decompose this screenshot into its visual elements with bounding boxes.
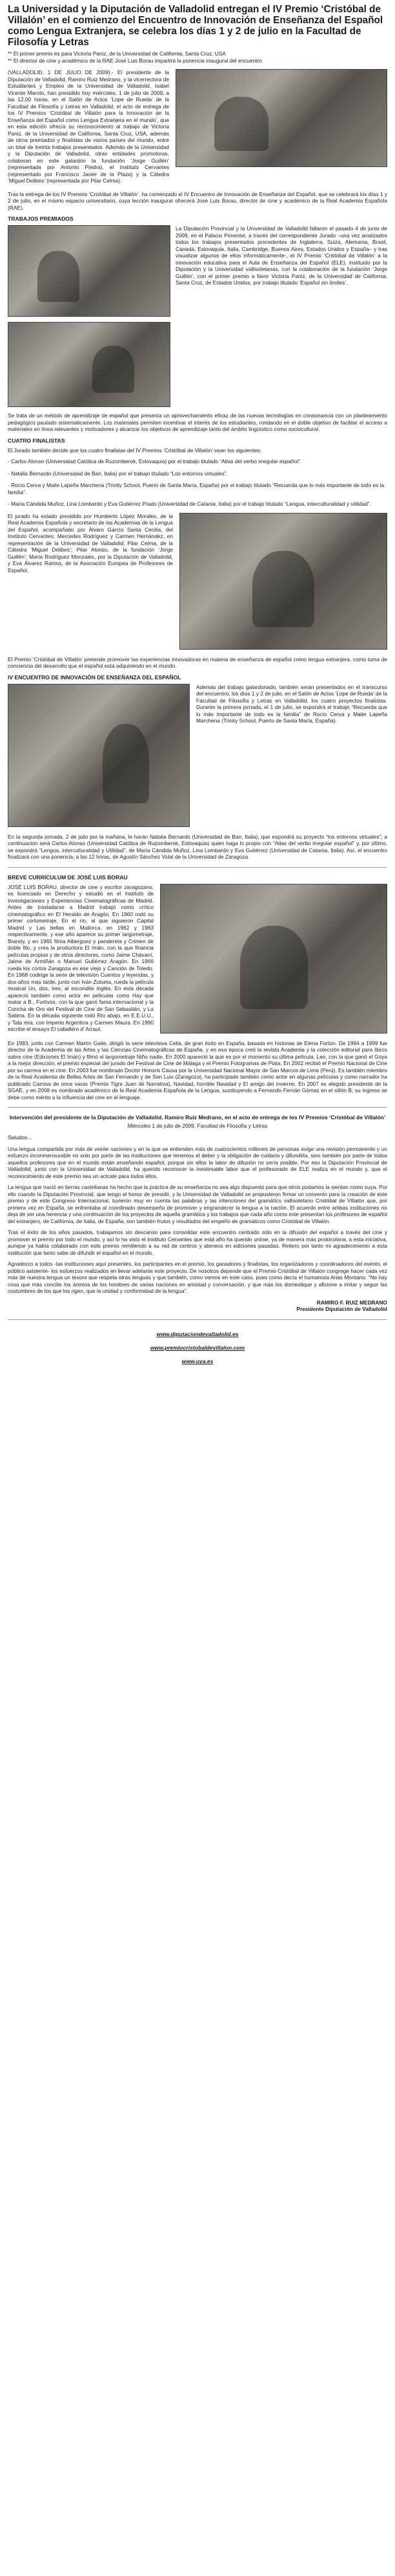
press-release: [8, 0, 387, 1366]
award-ceremony-photo: [176, 69, 387, 167]
encounter-paragraph-1: Además del trabajo galardonado, también serán presentados en el transcurso del encuentro, los días 1 y 2 de julio, en el Salón de Actos ‘Lope de Rueda’ de la Facultad de Filosofía y Letras en Valladolid, los cuatro proyectos finalistas. Durante la primera jornada, el 1 de julio, se expondrá el trabajo “Recuerda que lo más importante de todo es la familia” de Rocío Cerva y Maite Lapeña Marchena (Trinity School, Puerto de Santa María, España).: [196, 683, 387, 724]
paragraph-3: Se trata de un método de aprendizaje de español que presenta un aprovechamiento eficaz de las nuevas tecnologías en consonancia con un planteamiento pedagógico pautado sistemáticamente. Los materiales permiten incentivar el interés de los estudiantes, rondando en el doble objetivo de facilitar el acceso a materiales en línea relevantes y motivadores y alcanzar los objetivos de aprendizaje tanto del ámbito lingüístico como sociocultural.: [8, 412, 387, 432]
finalist-item: - María Cándida Muñoz, Lina Lombardo y Eva Gutiérrez Prado (Universidad de Catania, Italia) por el trabajo titulado “Lengua, interculturalidad y utilidad”.: [8, 501, 371, 507]
encounter-row: [8, 684, 387, 827]
link-premio[interactable]: www.premiocristobaldevillalon.com: [150, 1344, 245, 1351]
bullet-2: ** El director de cine y académico de la RAE José Luis Borau impartirá la ponencia inaugural del encuentro: [8, 57, 262, 64]
bio-paragraph-2: En 1993, junto con Carmen Martín Gaite, dirigió la serie televisiva Celia, de gran éxito en España, basada en historias de Elena Fortún. De 1994 a 1999 fue director de la Academia de las Artes y las Ciencias Cinematográficas de España, y en esa época creó la revista Academia y la colección editorial para libros sobre cine (Ediciones El Imán) y filmó el largometraje Niño nadie. En 2000 apareció la que es por el momento su última película, Leo, con la que ganó el Goya a la mejor dirección, el premio especial del jurado del Festival de Cine de Málaga y el Premio Fotogramas de Plata. En 2002 recibió el Premio Nacional de Cine por su carrera en el cine. En 2003 fue nombrado Doctor Honoris Causa por la Universidad Nacional Mayor de San Marcos de Lima (Perú). Es también miembro de la Real Academia de Bellas Artes de San Fernando y de San Luis (Zaragoza), ha participado también como actor en algunas películas y como narrador ha publicado Camisa de once varas (Premio Tigre Juan de Narrativa), Navidad, horrible Navidad y El amigo del invierno. En 2007 es elegido presidente de la SGAE, y en 2008 es nombrado académico de la Real Academia Española de la Lengua, sustituyendo a Fernando Fernán Gómez en el sillón B; su ingreso se debe como mérito a la influencia del cine en el lenguaje.: [8, 1039, 387, 1101]
bio-row: [8, 884, 387, 1033]
headline: La Universidad y la Diputación de Valladolid entregan el IV Premio ‘Cristóbal de Villalón’ en el comienzo del Encuentro de Innovación de Enseñanza del Español como Lengua Extranjera, se celebra los días 1 y 2 de julio en la Facultad de Filosofía y Letras: [8, 4, 383, 48]
signature: [8, 1299, 387, 1313]
link-uva[interactable]: www.uva.es: [181, 1357, 214, 1364]
intervention-date: Miércoles 1 de julio de 2009, Facultad de Filosofía y Letras: [127, 1123, 268, 1129]
jury-paragraph: El jurado ha estado presidido por Humberto López Morales, de la Real Academia Española y secretario de las Academias de la Lengua del Español, acompañado por Álvaro García Santa Cecilia, del Instituto Cervantes; Mercedes Rodríguez y Carmen Hernández, en representación de la Universidad de Valladolid; Pilar Celma, de la Cátedra ‘Miguel Delibes’; Pilar Alonso, de la fundación ‘Jorge Guillén’; María Rodríguez Monzales, por la Diputación de Valladolid, y Eva Álvarez Ramos, de la Asociación Europea de Profesores de Español.: [8, 512, 173, 574]
lead-paragraph: (VALLADOLID, 1 DE JULIO DE 2009).- El presidente de la Diputación de Valladolid, Ramiro Ruiz Medrano, y la vicerrectora de Estudiantes y Empleo de la Universidad de Valladolid, Isabel Vicente Maroto, han presidido hoy miércoles, 1 de julio de 2009, a las 12,00 horas, en el Salón de Actos ‘Lope de Rueda’ de la Facultad de Filosofía y Letras en Valladolid, el acto de entrega de los IV Premios ‘Cristóbal de Villalón para la Innovación de la Enseñanza del Español como Lengua Extranjera en el mundo’, que en esta edición ofrecía su reconocimiento al trabajo de Victoria Paniz, de la Universidad de California, Santa Cruz, USA, además de otros premiados y finalistas de varios países del mundo, entre un total de treinta trabajos presentados. Además de la Universidad y la Diputación de Valladolid, otras entidades promotoras, colaboran en este galardón la fundación ‘Jorge Guillén’ (representada por Antonio Piedra), el Instituto Cervantes (representado por Francisco Javier de la Plaza) y la Cátedra ‘Miguel Delibes’ (representada por Pilar Celma).: [8, 69, 169, 184]
salutation: Saludos…: [8, 1134, 33, 1141]
section-title-bio: BREVE CURRÍCULUM DE JOSÉ LUIS BORAU: [8, 874, 128, 881]
speaker-photo: [8, 684, 190, 827]
speech-paragraph: Una lengua compartida por más de veinte naciones y en la que se entienden más de cuatrocientos millones de personas exige una revisión permanente y un esfuerzo inconmensurable no solo por parte de las instituciones que tenemos el deber y la obligación de cuidarla y difundirla, sino también por parte de todos aquellos profesores que en el mundo están enseñando español, porque sin ellos la labor de difusión no sería posible. Por eso la Diputación Provincial de Valladolid, junto con la Universidad de Valladolid, ha querido reconocer la inestimable labor que el profesorado de ELE realiza en el mundo y, que el reconocimiento de este premio sea un acicate para todos ellos.: [8, 1145, 387, 1179]
paragraph-4: El Premio ‘Cristóbal de Villalón’ pretende promover las experiencias innovadoras en materia de enseñanza de español como lengua extranjera, como toma de conciencia del desarrollo que el español está adquiriendo en el mundo.: [8, 655, 387, 669]
jury-row: [8, 513, 387, 650]
lead-row: [8, 69, 387, 185]
encounter-paragraph-2: En la segunda jornada, 2 de julio por la mañana, le harán Natalia Bernardo (Universidad de Bari, Italia), que expondrá su proyecto “los entornos virtuales”; a continuación será Carlos Alonso (Universidad Católica de Ruzomberok, Eslovaquia) quien haga lo propio con “Atlas del verbo irregular español” y, por último, se expondrá “Lengua, interculturalidad y Utilidad”, de María Cándida Muñoz, Lina Lombardo y Eva Gutiérrez (Universidad de Catania, Italia). Así, el encuentro finalizará con una ponencia, a las 12 horas, de Agustín Sánchez Vidal de la Universidad de Zaragoza.: [8, 833, 387, 860]
divider: [8, 1107, 387, 1108]
links-block: [8, 1330, 387, 1366]
bio-paragraph-1: JOSÉ LUIS BORAU, director de cine y escritor zaragozano, es licenciado en Derecho y estudió en el Instituto de Investigaciones y Experiencias Cinematográficas de Madrid. Antes de trasladarse a Madrid trabajó como crítico cinematográfico en El Heraldo de Aragón. En 1960 rodó su primer cortometraje, En el río, al que siguieron Capital Madrid y Las bellas en Mallorca, en 1962 y 1963 respectivamente, y ese año aparece su primer largometraje, Brandy, y en 1965 filma Alberguez y pandereta y Crimen de doble filo, y crea la productora El Imán, con la que financia películas propias y de otros directores, como Jaime Chávarri, Jaime de Armiñán o Manuel Gutiérrez Aragón. En 1966 rueda los cortos Zaragoza es ese viejo y Canción de Toledo. En 1968 codirige la serie de televisión Cuentos y leyendas, y dos años más tarde, junto con Iván Zulueta, rueda la película musical Un, dos, tres, al escondite inglés. En esta década apareció también como actor en películas como Hay que matar a B., Furtivos, con la que ganó fama internacional y la Concha de Oro del Festival de Cine de San Sebastián, y La Sabina. En la década siguiente rodó Río abajo, en E.E.U.U., y Tata mía, con Imperio Argentina y Carmen Maura. En 1990 escribe el ensayo El caballero d’ Arraut.: [8, 883, 154, 1032]
section-title-awarded: TRABAJOS PREMIADOS: [8, 215, 74, 222]
borau-photo: [160, 884, 387, 1033]
jury-photo: [179, 513, 387, 650]
audience-photo: [8, 322, 170, 407]
section-title-finalists: CUATRO FINALISTAS: [8, 437, 65, 444]
awarded-row: [8, 225, 387, 407]
speech-paragraph: Tras el éxito de los años pasados, trabajamos sin descanso para consolidar este encuentro centrado sólo en la difusión del español a través del cine y promover el premio por todo el mundo; y así lo ha visto el Instituto Cervantes que está año ha querido unirse, ya de manera más protocolaria, a esta iniciativa, aunque ya había colaborado con este premio remitiendo a su red de centros y ateneos en ediciones pasadas. Reitero por tanto mi agradecimiento a esta institución que tanto sabe de difundir el español en el mundo.: [8, 1229, 387, 1256]
divider: [8, 867, 387, 868]
subheadline-bullets: [8, 50, 387, 64]
finalist-item: - Rocío Cerva y Maite Lapeña Marchena (Trinity School, Puerto de Santa María, España) por el trabajo titulado “Recuerda que lo más importante de todo es la familia”.: [8, 482, 385, 495]
awarded-paragraph: La Diputación Provincial y la Universidad de Valladolid fallaron el pasado 4 de junio de 2009, en el Palacio Pimentel, a través del correspondiente Jurado –una vez analizados todos los trabajos presentados procedentes de Inglaterra, Suiza, Alemania, Brasil, Canadá, Eslovaquia, Italia, Cambridge, Buenos Aires, Estados Unidos y España– y tras visualizar algunos de ellos informáticamente-, el IV Premio ‘Cristóbal de Villalón’ a la innovación educativa para el Aula de Enseñanza del Español (ELE), instituido por la Diputación y la Universidad vallisoletanas, con la colaboración de la fundación ‘Jorge Guillén’, con el primer premio a favor Victoria Paniz, de la Universidad de California, Santa Cruz, de Estados Unidos, por trabajo titulado ‘Español sin límites’.: [176, 225, 387, 286]
bullet-1: ** El primer premio es para Victoria Paniz, de la Universidad de California, Santa Cruz, USA: [8, 50, 226, 57]
awarded-photos: [8, 225, 169, 407]
intervention-title: Intervención del presidente de la Diputación de Valladolid, Ramiro Ruiz Medrano, en el acto de entrega de los IV Premios ‘Cristóbal de Villalón’: [9, 1114, 386, 1121]
speech-paragraph: Agradezco a todos -las instituciones aquí presentes, los participantes en el premio, los ganadores y finalistas, los organizadores y coordinadores del evento, el público asistente- los esfuerzos realizados en llevar adelante este proyecto. De nosotros depende que el Premio Cristóbal de Villalón congrege hacer cada vez más de nuestra lengua un tesoro que respeta otras lenguas y que también, como vemos en este caso, pues como decía el humanista Arias Montano: “No hay cosa que más concilie los ánimos de los hombres de varias naciones en amistad y conversación, y que más los domestique y aficione a imitar y seguir las costumbres de los que los rigen, que la unidad y conformidad de la lengua”.: [8, 1261, 387, 1294]
speech-paragraph: La lengua que nació en tierras castellanas ha hecho que la práctica de su enseñanza no sea algo dispuesto para que otros podamos la sientan como suya. Por ello cuando la Diputación Provincial, que tengo el honor de presidir, y la Universidad de Valladolid se propusieron firmar un convenio para la creación de este premio y de este Congreso Internacional, tuvieron muy en cuenta las palabras y las intenciones del gramático vallisoletano Cristóbal de Villalón que, por primera vez en España, se enfrentaba al coordinado desempeño de promover y engrandecer la lengua a la nación. El acuerdo entre ambas instituciones no deja de ser una herencia y una continuación de los proyectos de aquella gramática y los trabajos que cada año como este presentan los profesores de español del extranjero, de California, de Italia, de España, son también frutos y resultados del empeño de gramáticos como Cristóbal de Villalón.: [8, 1184, 387, 1224]
finalist-item: - Natalia Bernardo (Universidad de Bari, Italia) por el trabajo titulado “Los entornos virtuales”.: [8, 470, 228, 477]
winner-photo: [8, 225, 170, 317]
finalists-intro: El Jurado también decide que los cuatro finalistas del IV Premios ‘Cristóbal de Villalón’ sean los siguientes:: [8, 446, 261, 454]
signature-name: RAMIRO F. RUIZ MEDRANO: [316, 1299, 387, 1306]
section-title-encounter: IV ENCUENTRO DE INNOVACIÓN DE ENSEÑANZA DEL ESPAÑOL: [8, 674, 181, 681]
signature-role: Presidente Diputación de Valladolid: [296, 1306, 387, 1312]
divider: [8, 1319, 387, 1320]
finalist-item: - Carlos Alonso (Universidad Católica de Ruzomberok, Eslovaquia) por el trabajo titulado “Atlas del verbo irregular español”.: [8, 458, 302, 464]
link-diputacion[interactable]: www.diputaciondevalladolid.es: [156, 1330, 239, 1337]
paragraph-2: Tras la entrega de los IV Premios ‘Cristóbal de Villalón’, ha comenzado el IV Encuentro de Innovación de Enseñanza del Español, que se celebrará los días 1 y 2 de julio, en el mismo espacio universitario, cuya lección inaugural ofrecerá José Luis Borau, director de cine y académico de la Real Academia Española (RAE).: [8, 190, 387, 211]
